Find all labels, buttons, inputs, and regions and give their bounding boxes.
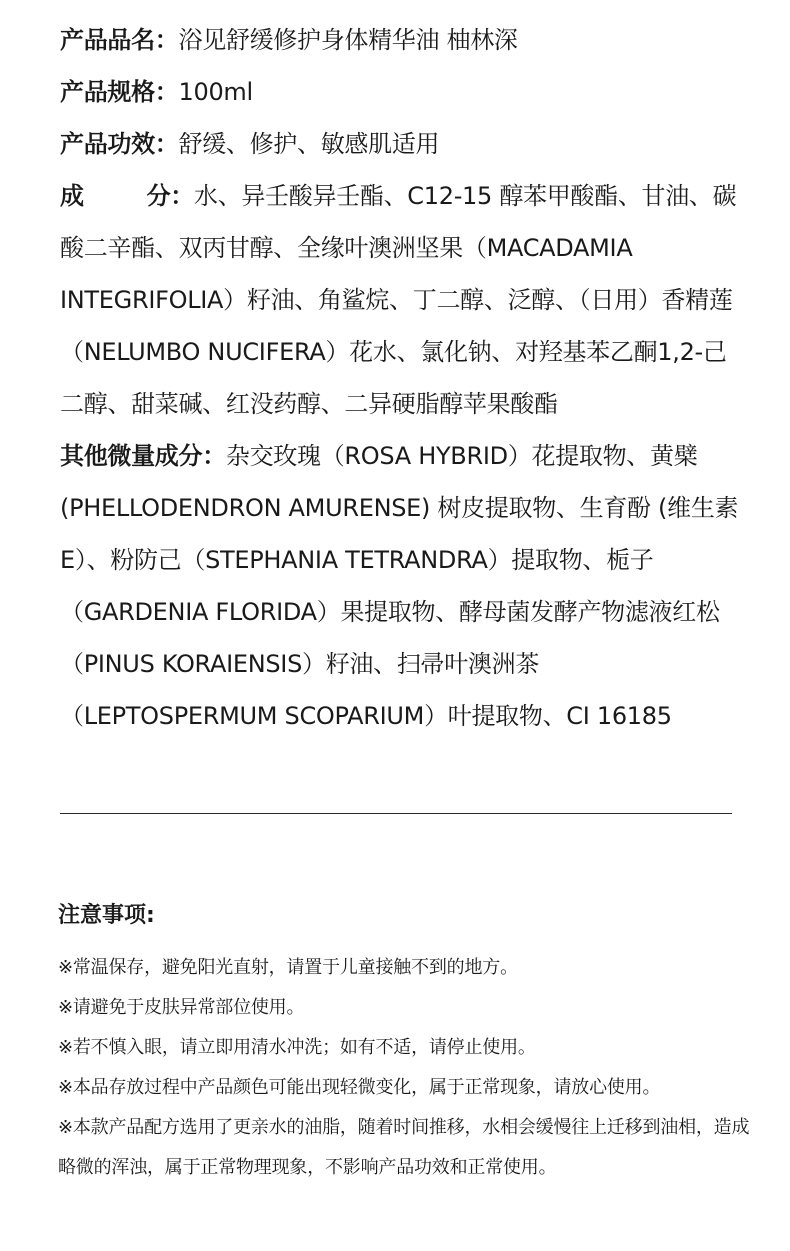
ingredients-label-char2: 分： — [146, 182, 194, 210]
ingredients-value: 水、异壬酸异壬酯、C12-15 醇苯甲酸酯、甘油、碳酸二辛酯、双丙甘醇、全缘叶澳洲坚果（MACADAMIA INTEGRIFOLIA）籽油、角鲨烷、丁二醇、泛醇、（日用）香精莲（NELUMBO NUCIFERA）花水、氯化钠、对羟基苯乙酮1,2-己二醇、甜菜碱、红没药醇、二异硬脂醇苹果酸酯 — [60, 182, 737, 418]
ingredients-label-char1: 成 — [60, 182, 84, 210]
product-spec-row — [60, 66, 750, 118]
product-name-row — [60, 14, 750, 66]
product-name-label: 产品品名： — [60, 26, 179, 54]
notes-section — [58, 896, 758, 1188]
product-info — [60, 14, 750, 742]
note-item: ※若不慎入眼，请立即用清水冲洗；如有不适，请停止使用。 — [58, 1037, 536, 1058]
product-name-value: 浴见舒缓修护身体精华油 柚林深 — [178, 26, 518, 54]
product-spec-value: 100ml — [178, 78, 253, 106]
product-effect-value: 舒缓、修护、敏感肌适用 — [178, 130, 440, 158]
ingredients-label — [60, 170, 194, 222]
product-effect-label: 产品功效： — [60, 130, 179, 158]
section-divider — [60, 813, 732, 814]
notes-title: 注意事项: — [58, 903, 155, 928]
trace-ingredients-label: 其他微量成分： — [60, 442, 226, 470]
trace-ingredients-value: 杂交玫瑰（ROSA HYBRID）花提取物、黄檗(PHELLODENDRON AMURENSE) 树皮提取物、生育酚 (维生素E）、粉防己（STEPHANIA TETRANDRA）提取物、栀子（GARDENIA FLORIDA）果提取物、酵母菌发酵产物滤液红松（PINUS KORAIENSIS）籽油、扫帚叶澳洲茶（LEPTOSPERMUM SCOPARIUM）叶提取物、CI 16185 — [60, 442, 739, 730]
product-effect-row — [60, 118, 750, 170]
note-item: ※本款产品配方选用了更亲水的油脂，随着时间推移，水相会缓慢往上迁移到油相，造成略微的浑浊，属于正常物理现象，不影响产品功效和正常使用。 — [58, 1117, 750, 1178]
ingredients-row — [60, 170, 750, 430]
product-spec-label: 产品规格： — [60, 78, 179, 106]
note-item: ※本品存放过程中产品颜色可能出现轻微变化，属于正常现象，请放心使用。 — [58, 1077, 661, 1098]
note-item: ※请避免于皮肤异常部位使用。 — [58, 997, 305, 1018]
note-item: ※常温保存，避免阳光直射，请置于儿童接触不到的地方。 — [58, 957, 518, 978]
trace-ingredients-row — [60, 430, 750, 742]
